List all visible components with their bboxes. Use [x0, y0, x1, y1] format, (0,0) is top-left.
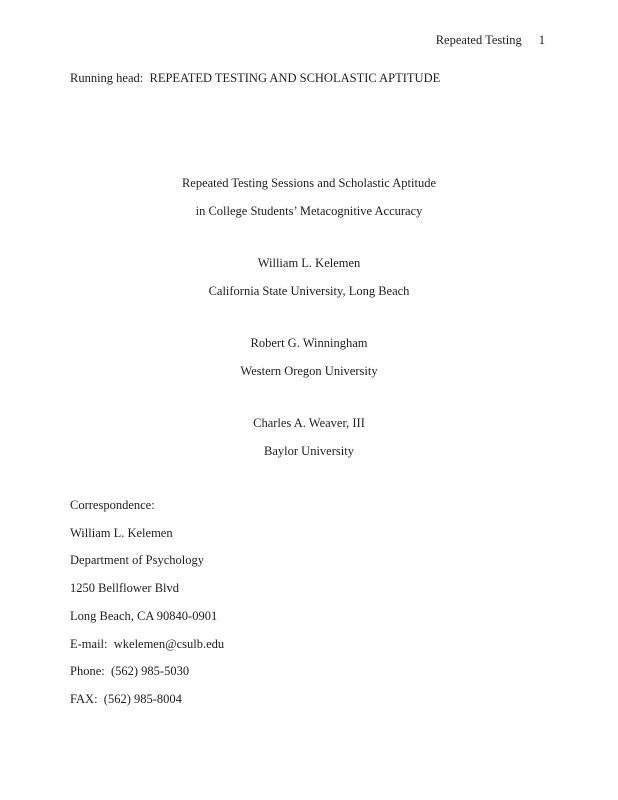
paper-title [0, 170, 618, 225]
author-affiliation: Western Oregon University [240, 363, 378, 378]
correspondence-department: Department of Psychology [70, 553, 205, 568]
running-head-line: Running head: REPEATED TESTING AND SCHOLASTIC APTITUDE [70, 71, 441, 85]
correspondence-fax: FAX: (562) 985-8004 [70, 691, 182, 706]
author-name: William L. Kelemen [257, 256, 361, 270]
running-head-short: Repeated Testing [435, 33, 522, 47]
correspondence-label: Correspondence: [70, 498, 155, 512]
correspondence-city: Long Beach, CA 90840-0901 [70, 608, 218, 623]
author-affiliation: Baylor University [264, 443, 354, 458]
author-name: Robert G. Winningham [250, 336, 368, 350]
author-block-2 [0, 330, 618, 385]
page-number: 1 [538, 33, 545, 47]
correspondence-phone: Phone: (562) 985-5030 [70, 664, 190, 679]
correspondence-name: William L. Kelemen [70, 525, 173, 540]
author-name: Charles A. Weaver, III [253, 416, 365, 430]
page-header [436, 27, 545, 55]
author-affiliation: California State University, Long Beach [208, 283, 410, 298]
paper-title-line-2: in College Students’ Metacognitive Accuracy [195, 203, 423, 218]
author-block-3 [0, 410, 618, 465]
correspondence-block [70, 492, 578, 714]
correspondence-street: 1250 Bellflower Blvd [70, 581, 180, 596]
correspondence-email: E-mail: wkelemen@csulb.edu [70, 636, 225, 651]
paper-title-line-1: Repeated Testing Sessions and Scholastic Aptitude [181, 176, 437, 190]
author-block-1 [0, 250, 618, 305]
